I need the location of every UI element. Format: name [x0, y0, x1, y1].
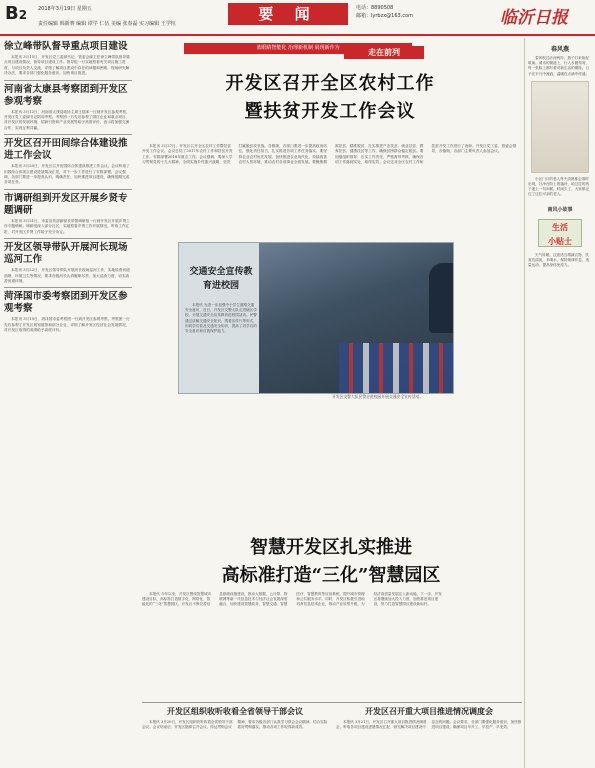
- article-title: 菏泽国市委考察团到开发区参观考察: [4, 291, 128, 315]
- side-story-title: 交通安全宣传教育进校园: [189, 267, 253, 291]
- article-body: 本报讯 3月21日，市委宣传部副部长带领调研组一行到开发区开展乡贤工作专题调研。调研组深入部分社区，实地察看乡贤工作开展情况，听取工作汇报，对开发区乡贤工作给予充分肯定。: [4, 218, 130, 234]
- page-digit: 2: [18, 8, 28, 22]
- lead-headline-line: 开发区召开全区农村工作: [225, 73, 435, 94]
- email-line: 邮箱：lyrbzx@163.com: [356, 13, 413, 19]
- divider: [4, 238, 132, 239]
- article-title: 徐立峰带队督导重点项目建设: [4, 41, 128, 52]
- bottom-article: [142, 706, 328, 730]
- column-text: 春风吹过沂河两岸，燕子归来衔泥筑巢。城市的街道上，行人步履匆匆，每一张脸上都写着对新生活的期待。日子在平凡中流淌，温暖在点滴中传递。: [528, 56, 590, 76]
- newspaper-logo: 临沂日报: [500, 8, 568, 28]
- news-article: [4, 291, 132, 333]
- second-headline-line: 高标准打造“三化”智慧园区: [221, 565, 441, 586]
- center-column: [136, 38, 524, 768]
- illustration-image: [531, 81, 589, 173]
- left-news-column: [0, 38, 136, 768]
- divider: [4, 189, 132, 190]
- article-body: 本报讯 3月20日，开发区组织收听收看全省领导干部会议。会议结束后，开发区随即召开会议，传达贯彻会议精神，要求各级各部门认真学习领会会议精神，结合实际抓好贯彻落实，推动各项工作取得新成效。: [142, 720, 328, 730]
- news-article: [4, 242, 132, 284]
- editor-credits: 责任编辑 韩新赛 编辑 谭学 仁伍 美编 张春磊 实习编辑 王学恒: [38, 21, 176, 27]
- classroom-photo: [259, 243, 454, 394]
- article-body: 本报讯 3月19日，菏泽国市委考察团一行到开发区参观考察。考察团一行先后参观了开发区规划展馆和部分企业，详细了解开发区经济社会发展情况，对开发区取得的成绩给予高度评价。: [4, 317, 130, 333]
- column-text: 天气转暖，注意适当增减衣物，饮食宜清淡，多喝水，保持规律作息，适量运动，提高身体免疫力。: [528, 252, 590, 268]
- badge-line: 生活: [552, 221, 568, 232]
- column-label: 南风小故事: [547, 206, 573, 213]
- divider: [4, 287, 132, 288]
- lead-headline-line: 暨扶贫开发工作会议: [244, 101, 416, 122]
- article-body: 本报讯 3月21日，开发区召开重大项目推进情况调度会，听取各项目建设进展情况汇报，研究解决项目建设中存在的问题。会议要求，各部门要强化服务意识，加快推进项目建设，确保项目早开工、早投产、早见效。: [336, 720, 522, 730]
- article-title: 河南省太康县考察团到开发区参观考察: [4, 83, 128, 107]
- tips-badge: [538, 219, 582, 247]
- contact-info: [356, 4, 413, 20]
- column-title: 春风燕: [550, 46, 569, 53]
- second-headline: [156, 534, 506, 590]
- lead-headline: [160, 70, 500, 126]
- article-body: 本报讯 3月12日，河南省太康县政协主席王瑞率一行到开发区参观考察，开发区党工委副书记陪同考察。考察团一行先后参观了园区企业和重点项目，对开发区的发展环境、招商引资和产业发展等给予高度评价，表示将加强交流合作，实现互利共赢。: [4, 109, 130, 130]
- article-body: 本报讯 3月20日，开发区召开田园综合体建设推进工作会议。会议听取了田园综合体项目建设进展情况汇报，对下一步工作进行了安排部署。会议强调，各部门要进一步提高认识，明确责任，加快推进项目建设，确保按期完成各项任务。: [4, 164, 130, 185]
- slogan-banner: 蓝眼睛智能化 治理新机制 展现新作为: [184, 43, 412, 54]
- side-story-body: 本报讯 为进一步加强中小学生道路交通安全意识，近日，开发区交警大队走进辖区学校，开展交通安全宣传教育进校园活动。民警通过讲解交通安全知识、观看宣传片等形式，向同学们普及交通安全知识，提高了同学们的安全意识和自我保护能力。: [185, 303, 257, 334]
- article-body: 本报讯 3月15日，开发区党工委副书记、管委会副主任徐立峰带队督导重点项目建设情况，督导项目建设工作。督导组一行实地察看有关项目施工进度，与项目负责人交流，详细了解项目建设中存在的问题和困难，现场研究解决办法，要求各部门强化服务意识，加快项目推进。: [4, 55, 130, 76]
- article-title: 开发区召开重大项目推进情况调度会: [365, 706, 493, 716]
- page-number: [5, 3, 27, 24]
- article-body: 本报讯 3月22日，开发区领导带队开展河长现场巡河工作，实地检查河道治理、环境卫生等情况，要求各级河长认真履职尽责，加大巡查力度，切实改善河道环境。: [4, 268, 130, 283]
- news-article: [4, 84, 132, 132]
- article-title: 市调研组到开发区开展乡贤专题调研: [4, 192, 128, 216]
- news-article: [4, 41, 132, 77]
- header-rule: [0, 34, 595, 36]
- article-title: 开发区召开田间综合体建设推进工作会议: [4, 138, 128, 162]
- second-article-body: 本报讯 今年以来，开发区围绕智慧城市建设目标，高标准打造数字化、网络化、智能化的“三化”智慧园区。开发区不断完善信息基础设施建设，推动大数据、云计算、物联网等新一代信息技术与经济社会发展深度融合，加快建设智慧政务、智慧交通、智慧医疗、智慧教育等应用系统，提升城市管理和公共服务水平。同时，开发区积极引进和培育信息技术企业，推动产业转型升级，为经济高质量发展注入新动能。下一步，开发区将继续加大投入力度，加快推进项目建设，努力打造智慧园区建设新标杆。: [142, 592, 442, 607]
- police-officer-figure: [429, 263, 454, 333]
- students-figure: [339, 343, 454, 394]
- divider: [4, 134, 132, 135]
- second-headline-line: 智慧开发区扎实推进: [250, 537, 412, 558]
- right-column: [524, 38, 595, 768]
- page-header: [0, 0, 595, 38]
- article-title: 开发区组织收听收看全省领导干部会议: [167, 706, 303, 716]
- news-article: [4, 138, 132, 186]
- photo-caption: 开发区交警大队民警走进校园开展交通安全宣传活动。: [332, 394, 424, 399]
- news-article: [4, 193, 132, 235]
- bottom-article: [336, 706, 522, 730]
- banner-tag: 走在前列: [344, 46, 424, 59]
- divider: [4, 80, 132, 81]
- column-text: 小区门口的老人每天清晨都会准时出现，扫净台阶上的落叶，给过往的孩子递上一句问候。时间久了，大家都记住了这位可亲的老人。: [528, 176, 590, 197]
- article-title: 开发区领导带队开展河长现场巡河工作: [4, 242, 128, 266]
- lead-article-body: 本报讯 3月27日，开发区召开全区农村工作暨扶贫开发工作会议。会议总结了2017年农村工作和扶贫开发工作，安排部署2018年重点工作。会议强调，要深入学习贯彻党的十九大精神，全面实施乡村振兴战略，坚决打赢脱贫攻坚战。各镇街、各部门要进一步提高政治站位，强化责任担当，扎实推进各项工作任务落实。要坚持农业农村优先发展，加快推进农业现代化，持续改善农村人居环境，推动农村各项事业全面发展。要聚焦精准扶贫、精准脱贫，扎实推进产业扶贫、就业扶贫、教育扶贫、健康扶贫等工作，确保贫困群众稳定脱贫。要加强组织领导，压实工作责任，严格督导考核，确保各项工作落到实处、取得实效。会议还对全区农村工作和扶贫开发工作进行了表彰。开发区党工委、管委会领导，各镇街、各部门主要负责人参加会议。: [142, 144, 517, 165]
- phone-line: 电话：8890508: [356, 5, 394, 11]
- photo-story-block: [178, 242, 454, 394]
- issue-date: 2018年3月19日 星期五: [38, 6, 92, 12]
- badge-line: 小贴士: [548, 235, 572, 246]
- page-letter: B: [5, 3, 19, 24]
- section-title: 要 闻: [228, 3, 348, 25]
- divider: [142, 702, 522, 703]
